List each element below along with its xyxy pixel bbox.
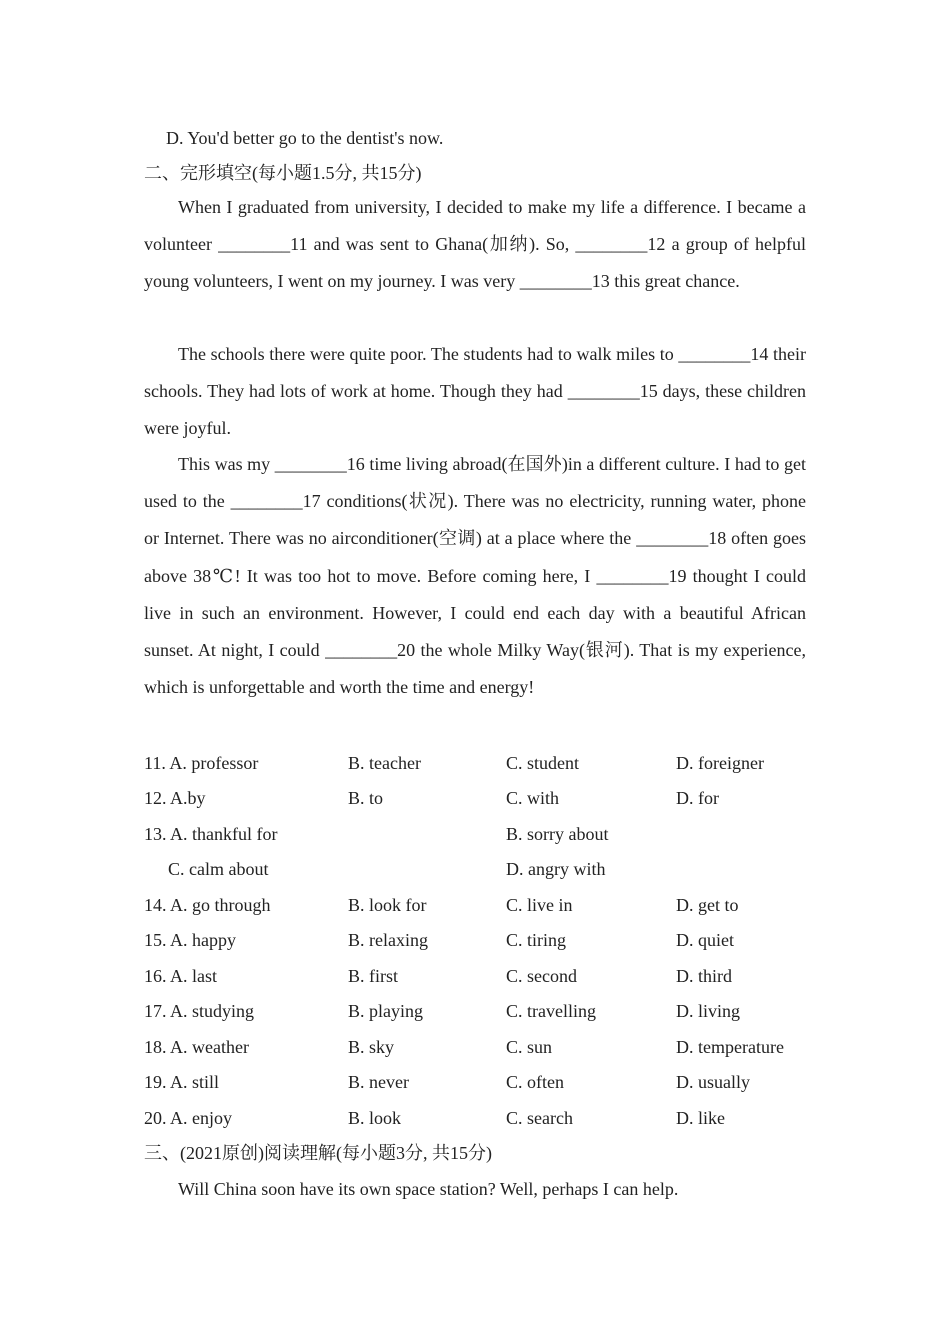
q19-option-d: D. usually bbox=[676, 1072, 750, 1092]
cloze-paragraph-1 bbox=[144, 189, 806, 301]
q15-option-a: 15. A. happy bbox=[144, 930, 236, 950]
q12-option-d: D. for bbox=[676, 788, 719, 808]
q16-option-b: B. first bbox=[348, 966, 399, 986]
section3-heading: 三、(2021原创)阅读理解(每小题3分, 共15分) bbox=[144, 1143, 492, 1163]
q17-option-b: B. playing bbox=[348, 1001, 423, 1021]
q11-option-b: B. teacher bbox=[348, 753, 421, 773]
q14-option-c: C. live in bbox=[506, 895, 573, 915]
q13-option-d: D. angry with bbox=[506, 859, 606, 879]
cloze-paragraph-2 bbox=[144, 336, 806, 448]
cloze-paragraph-3 bbox=[144, 446, 806, 706]
q11-option-c: C. student bbox=[506, 753, 580, 773]
cloze-paragraph-2-text: The schools there were quite poor. The students had to walk miles to ________14 their schools. They had lots of work at home. Though they had ________15 days, these children were joyful. bbox=[144, 344, 806, 439]
q20-option-a: 20. A. enjoy bbox=[144, 1108, 232, 1128]
cloze-paragraph-1-text: When I graduated from university, I decided to make my life a difference. I became a volunteer ________11 and was sent to Ghana(加纳). So, ________12 a group of helpful young volunteers, I went on my journey. I was very ________13 this great chance. bbox=[144, 197, 806, 292]
q18-option-d: D. temperature bbox=[676, 1037, 784, 1057]
q17-option-a: 17. A. studying bbox=[144, 1001, 255, 1021]
q19-option-c: C. often bbox=[506, 1072, 564, 1092]
q14-option-b: B. look for bbox=[348, 895, 427, 915]
section3-first-line: Will China soon have its own space station? Well, perhaps I can help. bbox=[178, 1179, 679, 1199]
q17-option-c: C. travelling bbox=[506, 1001, 596, 1021]
q15-option-d: D. quiet bbox=[676, 930, 734, 950]
q16-option-d: D. third bbox=[676, 966, 732, 986]
q14-option-d: D. get to bbox=[676, 895, 739, 915]
q13-option-b: B. sorry about bbox=[506, 824, 609, 844]
q16-option-c: C. second bbox=[506, 966, 577, 986]
q20-option-d: D. like bbox=[676, 1108, 725, 1128]
q19-option-b: B. never bbox=[348, 1072, 409, 1092]
q18-option-a: 18. A. weather bbox=[144, 1037, 249, 1057]
q12-option-c: C. with bbox=[506, 788, 560, 808]
q16-option-a: 16. A. last bbox=[144, 966, 218, 986]
section2-heading: 二、完形填空(每小题1.5分, 共15分) bbox=[144, 163, 422, 183]
q18-option-c: C. sun bbox=[506, 1037, 553, 1057]
q13-option-a: 13. A. thankful for bbox=[144, 824, 278, 844]
q20-option-c: C. search bbox=[506, 1108, 573, 1128]
q17-option-d: D. living bbox=[676, 1001, 741, 1021]
q14-option-a: 14. A. go through bbox=[144, 895, 271, 915]
q11-option-a: 11. A. professor bbox=[144, 753, 259, 773]
previous-option-d: D. You'd better go to the dentist's now. bbox=[166, 128, 444, 148]
q15-option-b: B. relaxing bbox=[348, 930, 428, 950]
q11-option-d: D. foreigner bbox=[676, 753, 764, 773]
q18-option-b: B. sky bbox=[348, 1037, 395, 1057]
q19-option-a: 19. A. still bbox=[144, 1072, 220, 1092]
q13-option-c: C. calm about bbox=[168, 859, 269, 879]
cloze-paragraph-3-text: This was my ________16 time living abroad(在国外)in a different culture. I had to get used to the ________17 conditions(状况). There was no electricity, running water, phone or Internet. There was no airconditioner(空调) at a place where the ________18 often goes above 38℃! It was too hot to move. Before coming here, I ________19 thought I could live in such an environment. However, I could end each day with a beautiful African sunset. At night, I could ________20 the whole Milky Way(银河). That is my experience, which is unforgettable and worth the time and energy! bbox=[144, 454, 806, 698]
q20-option-b: B. look bbox=[348, 1108, 402, 1128]
q12-option-b: B. to bbox=[348, 788, 384, 808]
q15-option-c: C. tiring bbox=[506, 930, 567, 950]
q12-option-a: 12. A.by bbox=[144, 788, 206, 808]
